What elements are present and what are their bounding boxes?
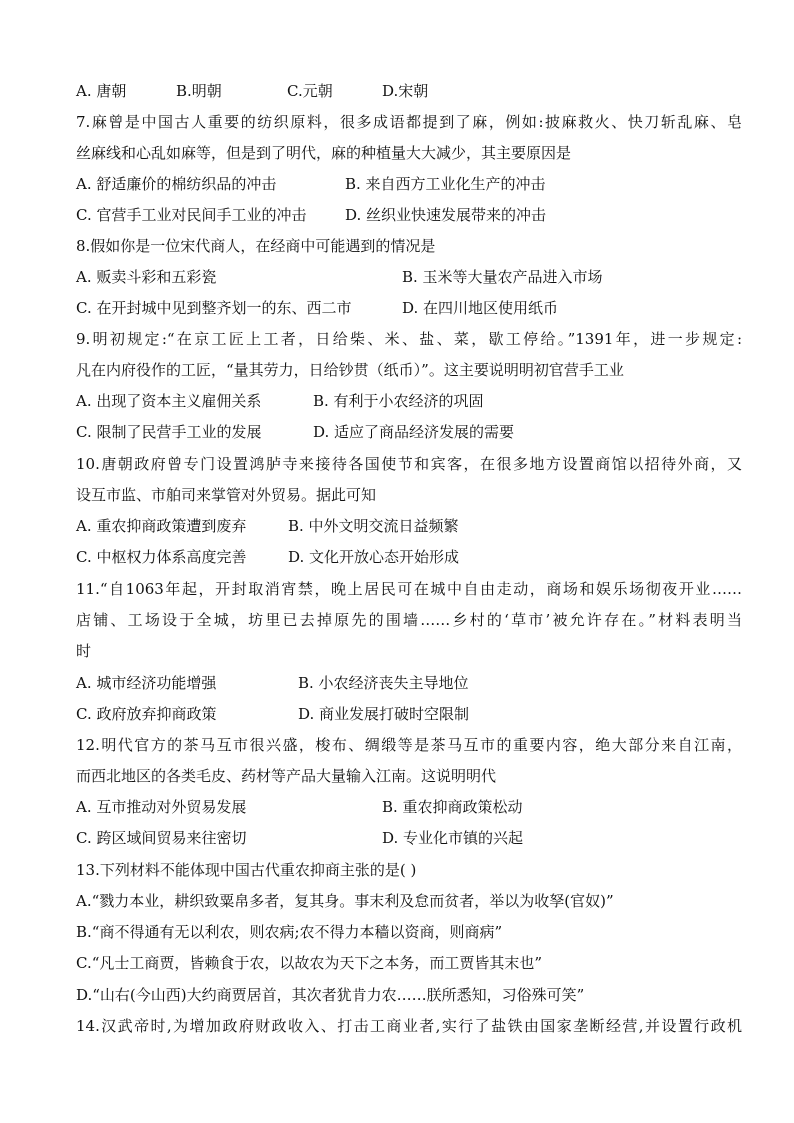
q7-stem-line1: 7.麻曾是中国古人重要的纺织原料，很多成语都提到了麻，例如:披麻救火、快刀斩乱麻、皂 [76,113,742,131]
option-a: A. 贩卖斗彩和五彩瓷 [76,268,217,286]
option-d: D.宋朝 [382,82,429,100]
option-b: B. 有利于小农经济的巩固 [313,392,484,410]
q13-option-b: B.“商不得通有无以利农，则农病;农不得力本穑以资商，则商病” [76,923,503,941]
option-b: B. 玉米等大量农产品进入市场 [402,268,603,286]
q13-option-c: C.“凡士工商贾，皆赖食于农，以故农为天下之本务，而工贾皆其末也” [76,954,543,972]
q11-stem-line3: 时 [76,642,92,660]
q9-options-cd [76,417,742,448]
q13-stem: 13.下列材料不能体现中国古代重农抑商主张的是( ) [76,861,417,879]
q13-option-d: D.“山右(今山西)大约商贾居首，其次者犹肯力农……朕所悉知，习俗殊可笑” [76,986,585,1004]
option-c: C.元朝 [287,82,333,100]
option-b: B. 来自西方工业化生产的冲击 [345,175,546,193]
q6-options [76,76,742,107]
q10-options-ab [76,511,742,542]
option-a: A. 舒适廉价的棉纺织品的冲击 [76,175,277,193]
q8-stem: 8.假如你是一位宋代商人，在经商中可能遇到的情况是 [76,237,436,255]
q9-options-ab [76,386,742,417]
q10-options-cd [76,542,742,573]
option-d: D. 专业化市镇的兴起 [382,829,524,847]
option-a: A. 重农抑商政策遭到废弃 [76,517,247,535]
q12-stem-line1: 12.明代官方的茶马互市很兴盛，梭布、绸缎等是茶马互市的重要内容，绝大部分来自江南， [76,736,742,754]
q12-stem-line2: 而西北地区的各类毛皮、药材等产品大量输入江南。这说明明代 [76,767,497,785]
q7-options-cd [76,200,742,231]
q13-option-a: A.“戮力本业，耕织致粟帛多者，复其身。事末利及怠而贫者，举以为收孥(官奴)” [76,892,614,910]
option-b: B.明朝 [176,82,222,100]
option-a: A. 城市经济功能增强 [76,674,217,692]
option-b: B. 小农经济丧失主导地位 [298,674,469,692]
option-d: D. 商业发展打破时空限制 [298,705,470,723]
q12-options-ab [76,792,742,823]
q12-options-cd [76,823,742,854]
q10-stem-line1: 10.唐朝政府曾专门设置鸿胪寺来接待各国使节和宾客，在很多地方设置商馆以招待外商，又 [76,455,742,473]
option-c: C. 中枢权力体系高度完善 [76,548,247,566]
option-c: C. 跨区域间贸易来往密切 [76,829,247,847]
q7-options-ab [76,169,742,200]
q9-stem-line1: 9.明初规定:“在京工匠上工者，日给柴、米、盐、菜，歇工停给。”1391年，进一步规定: [76,330,742,348]
option-b: B. 重农抑商政策松动 [382,798,523,816]
option-b: B. 中外文明交流日益频繁 [288,517,459,535]
option-d: D. 丝织业快速发展带来的冲击 [345,206,547,224]
q7-stem-line2: 丝麻线和心乱如麻等，但是到了明代，麻的种植量大大减少，其主要原因是 [76,144,572,162]
option-a: A. 唐朝 [76,82,127,100]
q11-stem-line2: 店铺、工场设于全城，坊里已去掉原先的围墙……乡村的‘草市’被允许存在。”材料表明当 [76,611,742,629]
option-c: C. 政府放弃抑商政策 [76,705,217,723]
option-d: D. 在四川地区使用纸币 [402,299,559,317]
q10-stem-line2: 设互市监、市舶司来掌管对外贸易。据此可知 [76,486,377,504]
q9-stem-line2: 凡在内府役作的工匠，“量其劳力，日给钞贯（纸币）”。这主要说明明初官营手工业 [76,361,624,379]
option-c: C. 限制了民营手工业的发展 [76,423,262,441]
q14-stem-line1: 14.汉武帝时,为增加政府财政收入、打击工商业者,实行了盐铁由国家垄断经营,并设置行政机 [76,1017,742,1035]
q8-options-ab [76,262,742,293]
option-c: C. 官营手工业对民间手工业的冲击 [76,206,307,224]
option-a: A. 互市推动对外贸易发展 [76,798,247,816]
q8-options-cd [76,293,742,324]
option-a: A. 出现了资本主义雇佣关系 [76,392,262,410]
option-d: D. 适应了商品经济发展的需要 [313,423,515,441]
q11-options-ab [76,668,742,699]
q11-options-cd [76,699,742,730]
option-d: D. 文化开放心态开始形成 [288,548,460,566]
q11-stem-line1: 11.“自1063年起，开封取消宵禁，晚上居民可在城中自由走动，商场和娱乐场彻夜开业…… [76,580,742,598]
option-c: C. 在开封城中见到整齐划一的东、西二市 [76,299,352,317]
